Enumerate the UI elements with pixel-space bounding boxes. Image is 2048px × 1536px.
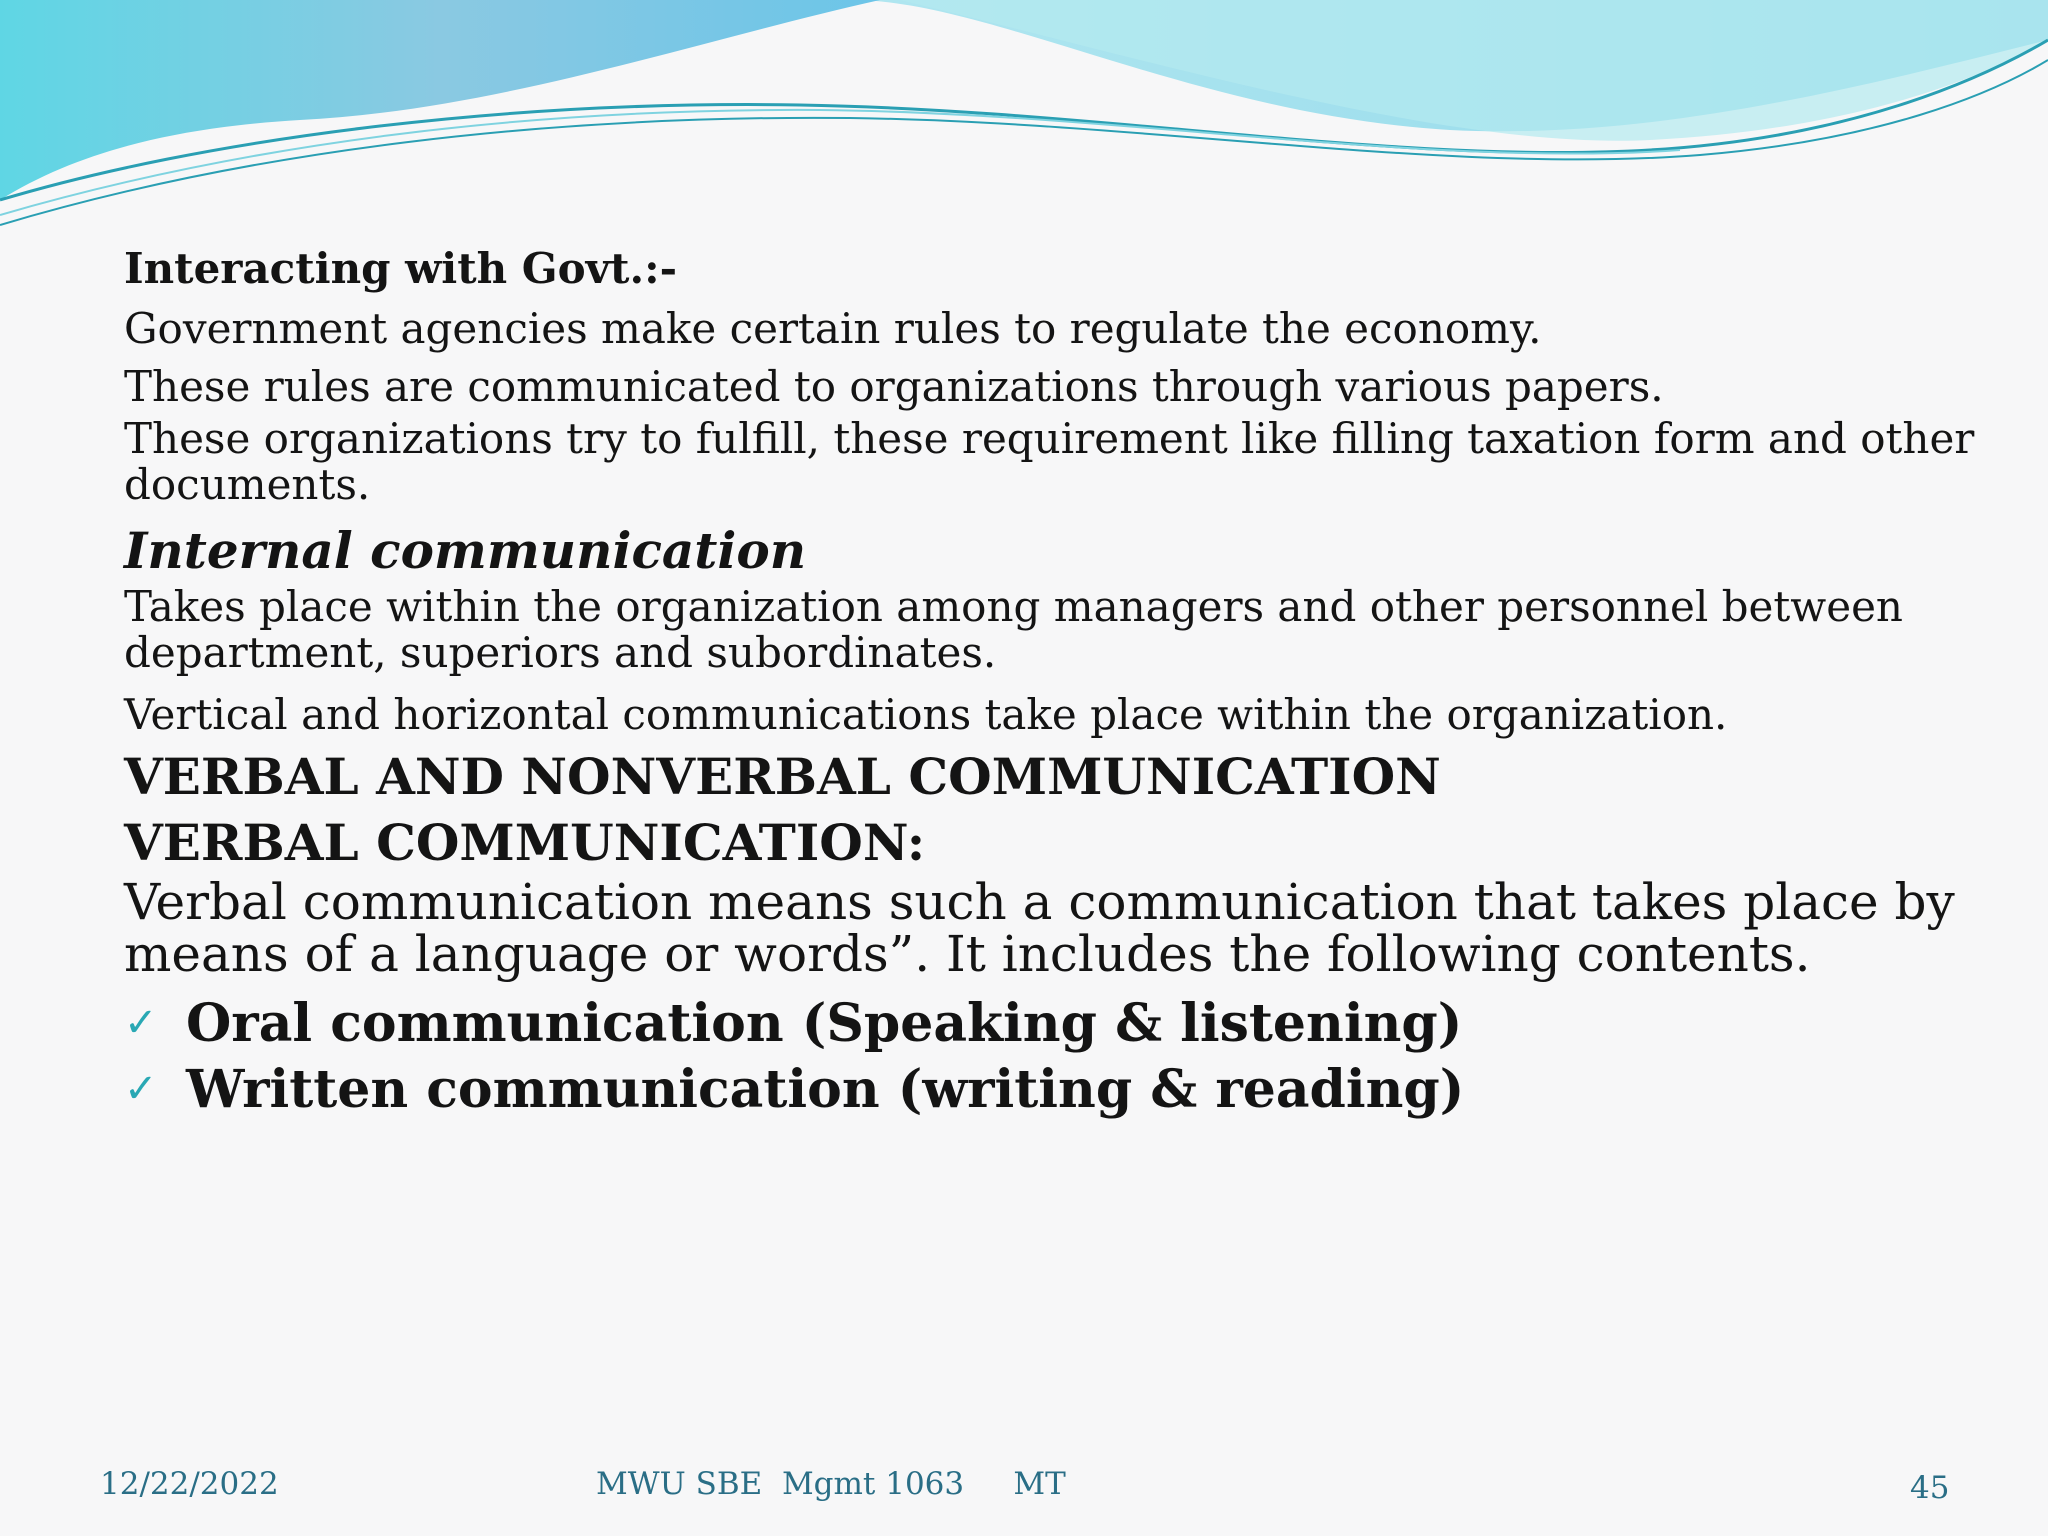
govt-line-2: These rules are communicated to organizations through various papers. — [124, 362, 1664, 411]
heading-verbal-communication: VERBAL COMMUNICATION: — [124, 813, 926, 872]
internal-line-3: Vertical and horizontal communications take place within the organization. — [124, 690, 1728, 739]
heading-verbal-nonverbal: VERBAL AND NONVERBAL COMMUNICATION — [124, 747, 1441, 806]
internal-paragraph-1 — [124, 584, 1984, 676]
checklist-item-written — [124, 1056, 1984, 1122]
govt-line-4: documents. — [124, 460, 371, 509]
govt-line-1: Government agencies make certain rules to regulate the economy. — [124, 304, 1542, 353]
govt-line-3: These organizations try to fulfill, these requirement like filling taxation form and other — [124, 414, 1975, 463]
internal-line-2: department, superiors and subordinates. — [124, 628, 997, 677]
heading-interacting-with-govt: Interacting with Govt.:- — [124, 244, 678, 293]
checkmark-icon: ✓ — [124, 1000, 158, 1046]
verbal-line-1: Verbal communication means such a communication that takes place by — [124, 873, 1955, 931]
checkmark-icon: ✓ — [124, 1066, 158, 1112]
checklist-item-oral — [124, 990, 1984, 1056]
footer-course-label: MWU SBE Mgmt 1063 MT — [596, 1466, 1066, 1502]
footer-date: 12/22/2022 — [100, 1466, 279, 1502]
checklist-label-written: Written communication (writing & reading) — [186, 1058, 1465, 1120]
heading-internal-communication: Internal communication — [124, 521, 807, 580]
govt-paragraph-3 — [124, 416, 1984, 508]
footer-page-number: 45 — [1910, 1470, 1950, 1506]
verbal-line-2: means of a language or words”. It includes the following contents. — [124, 925, 1811, 983]
checklist-label-oral: Oral communication (Speaking & listening) — [186, 992, 1463, 1054]
internal-line-1: Takes place within the organization among managers and other personnel between — [124, 582, 1903, 631]
header-wave-decoration — [0, 0, 2048, 240]
slide-body — [124, 238, 1984, 1122]
verbal-paragraph — [124, 873, 1984, 983]
